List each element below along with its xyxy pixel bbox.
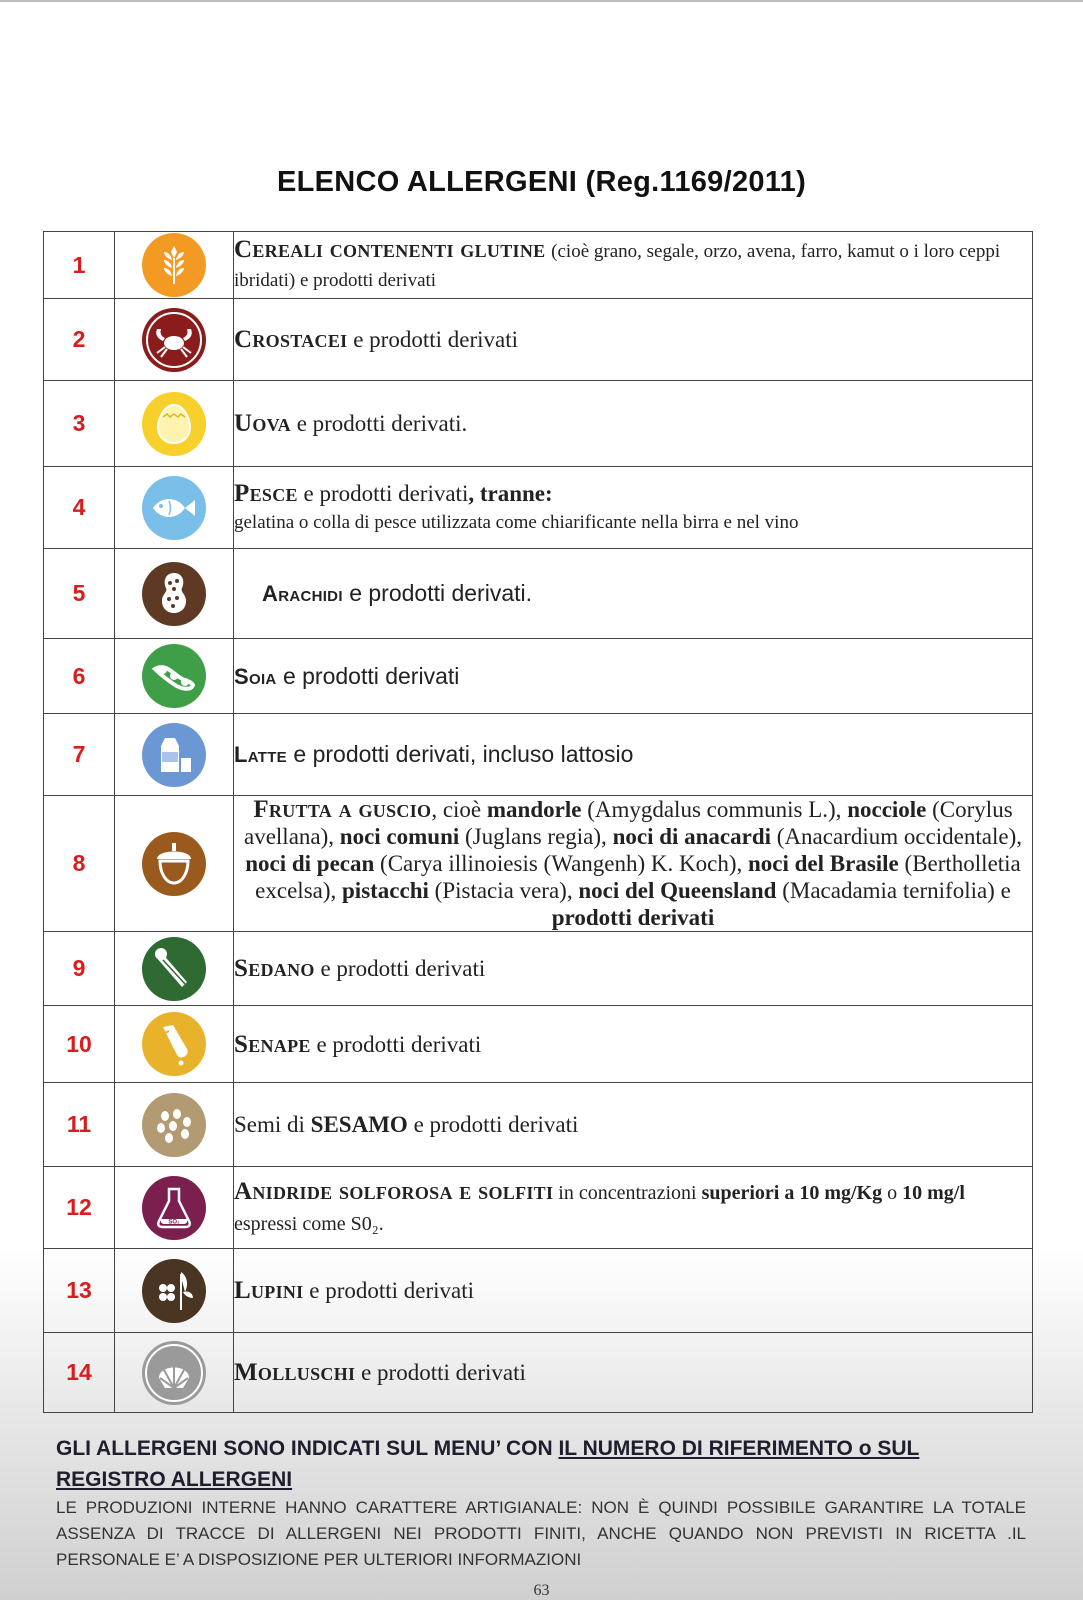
allergen-number: 7 [44,714,115,796]
allergen-text: e prodotti derivati [361,1360,526,1385]
wheat-icon [141,232,207,298]
nuts-part: (Carya illinoiesis (Wangenh) K. Koch), [374,851,748,876]
top-border [0,0,1083,2]
nuts-part: nocciole [847,797,927,822]
nuts-part: (Corylus avellana), [244,797,1013,849]
flask-icon [141,1175,207,1241]
allergen-row [44,1006,1033,1083]
nuts-part: (Juglans regia), [459,824,613,849]
allergen-name: Latte [234,742,287,767]
allergen-row [44,299,1033,381]
allergen-name: Crostacei [234,326,348,353]
allergen-row [44,1249,1033,1333]
allergen-prefix: Semi di [234,1112,305,1137]
flask-icon-label: SO₂ [168,1219,180,1225]
allergen-description [234,796,1033,932]
allergen-threshold: superiori a 10 mg/Kg [701,1181,883,1204]
mustard-icon [141,1011,207,1077]
allergen-row [44,932,1033,1006]
nuts-part: noci di anacardi [612,824,772,849]
nuts-part: prodotti derivati [551,905,715,930]
milk-icon [141,722,207,788]
shell-icon [141,1340,207,1406]
allergen-row [44,796,1033,932]
nuts-part: , cioè [431,797,487,822]
allergen-number: 4 [44,467,115,549]
page-number: 63 [533,1582,550,1599]
allergen-threshold: 10 mg/l [902,1181,965,1204]
allergen-row [44,714,1033,796]
fish-icon [141,475,207,541]
soy-icon [141,643,207,709]
allergen-name: Senape [234,1030,311,1058]
allergen-row [44,1333,1033,1413]
allergen-table [43,231,1033,1413]
allergen-name: Anidride solforosa e solfiti [234,1177,554,1205]
allergen-text: e prodotti derivati [316,1031,482,1057]
allergen-name: Pesce [234,479,298,507]
footer [56,1433,1026,1573]
allergen-number: 6 [44,639,115,714]
allergen-number: 11 [44,1083,115,1167]
footer-disclaimer: LE PRODUZIONI INTERNE HANNO CARATTERE ARTIGIANALE: NON È QUINDI POSSIBILE GARANTIRE LA TOTALE ASSENZA DI TRACCE DI ALLERGENI NEI PRODOTTI FINITI, ANCHE QUANDO NON PREVISTI IN RICETTA .IL PERSONALE E’ A DISPOSIZIONE PER ULTERIORI INFORMAZIONI [56,1498,1026,1569]
allergen-name: Uova [234,410,291,437]
nuts-part: mandorle [486,797,582,822]
page-title: ELENCO ALLERGENI (Reg.1169/2011) [276,166,807,198]
footer-notice-underlined: IL NUMERO DI RIFERIMENTO o SUL REGISTRO ALLERGENI [56,1437,920,1491]
allergen-name: Cereali contenenti glutine [234,236,546,263]
nuts-part: (Macadamia ternifolia) e [776,878,1011,903]
allergen-number: 9 [44,932,115,1006]
allergen-name: Molluschi [234,1359,356,1386]
allergen-name: Frutta a guscio [253,796,432,823]
allergen-text: e prodotti derivati [309,1278,475,1303]
allergen-text: in concentrazioni [558,1181,697,1204]
nuts-part: (Anacardium occidentale), [771,824,1022,849]
allergen-text: (cioè grano, segale, orzo, avena, farro, kamut o i loro ceppi ibridati) e prodotti derivati [234,241,1001,291]
allergen-text: e prodotti derivati [303,480,469,506]
allergen-name: Lupini [234,1277,304,1304]
allergen-number: 1 [44,232,115,299]
allergen-name: SESAMO [310,1112,408,1137]
allergen-text: e prodotti derivati, incluso lattosio [293,741,634,767]
allergen-name: Sedano [234,955,315,982]
egg-icon [141,391,207,457]
nuts-part: noci comuni [339,824,460,849]
allergen-text: e prodotti derivati [282,662,460,689]
allergen-name: Soia [234,663,277,689]
allergen-number: 14 [44,1333,115,1413]
footer-notice [56,1433,1026,1495]
allergen-text: e prodotti derivati [413,1112,579,1137]
allergen-row [44,1083,1033,1167]
allergen-text: e prodotti derivati. [349,580,533,606]
allergen-number: 2 [44,299,115,381]
allergen-text: espressi come S0₂. [234,1212,384,1235]
nuts-part: pistacchi [342,878,429,903]
allergen-subtext: gelatina o colla di pesce utilizzata come chiarificante nella birra e nel vino [234,511,799,533]
nuts-part: (Bertholletia excelsa), [255,851,1021,903]
lupin-icon [141,1258,207,1324]
allergen-row [44,381,1033,467]
allergen-text: e prodotti derivati. [296,411,468,436]
peanut-icon [141,561,207,627]
allergen-number: 10 [44,1006,115,1083]
nuts-part: noci del Queensland [578,878,777,903]
allergen-text: e prodotti derivati [320,956,486,981]
allergen-row [44,549,1033,639]
allergen-text: e prodotti derivati [353,327,518,352]
nuts-part: (Amygdalus communis L.), [581,797,848,822]
nuts-part: noci del Brasile [748,851,899,876]
allergen-number: 8 [44,796,115,932]
acorn-icon [141,831,207,897]
allergen-row [44,467,1033,549]
allergen-row [44,1167,1033,1249]
footer-notice-text: GLI ALLERGENI SONO INDICATI SUL MENU’ CON [56,1437,559,1460]
crab-icon [141,307,207,373]
allergen-number: 3 [44,381,115,467]
allergen-number: 12 [44,1167,115,1249]
allergen-row [44,232,1033,299]
allergen-name: Arachidi [262,581,343,606]
celery-icon [141,936,207,1002]
allergen-exception: , tranne: [468,480,553,506]
nuts-part: noci di pecan [245,851,375,876]
allergen-text: o [887,1181,898,1204]
sesame-icon [141,1092,207,1158]
nuts-part: (Pistacia vera), [428,878,579,903]
allergen-number: 13 [44,1249,115,1333]
allergen-number: 5 [44,549,115,639]
allergen-row [44,639,1033,714]
